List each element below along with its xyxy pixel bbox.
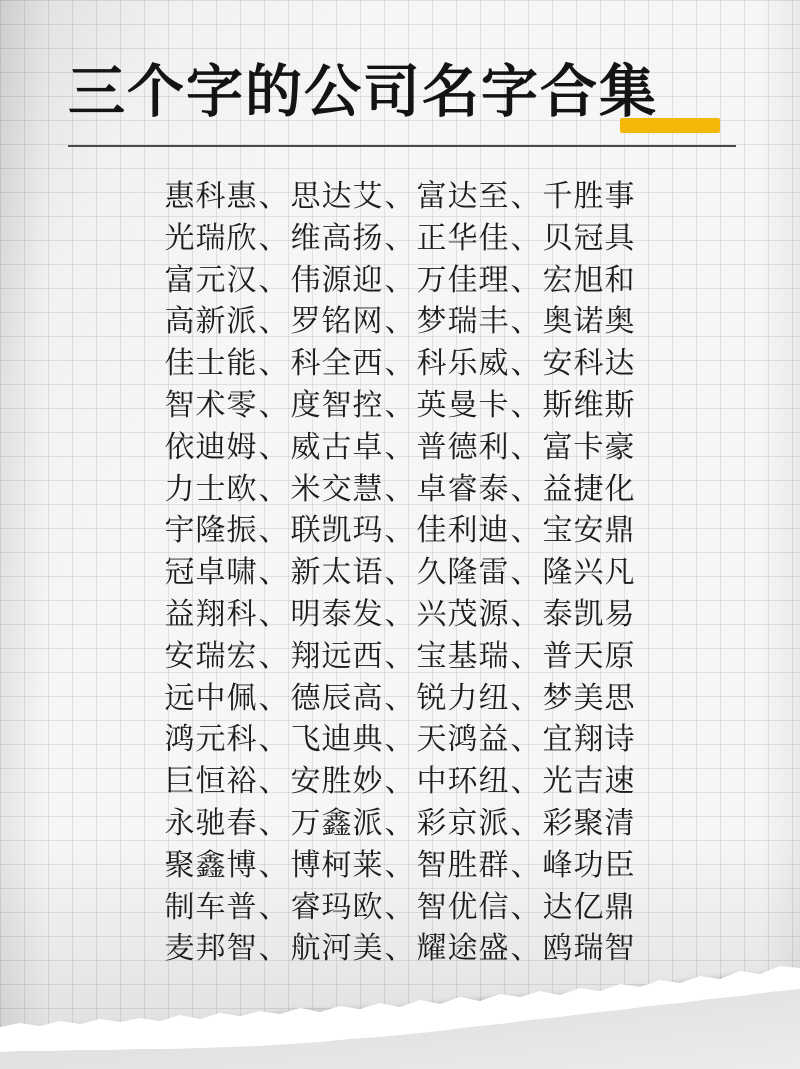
company-name: 泰凯易 xyxy=(542,597,636,631)
company-name: 宝安鼎 xyxy=(542,514,636,548)
name-row xyxy=(0,218,800,260)
enumeration-comma: 、 xyxy=(384,806,416,840)
enumeration-comma: 、 xyxy=(384,932,416,966)
enumeration-comma: 、 xyxy=(258,263,290,297)
enumeration-comma: 、 xyxy=(384,180,416,213)
name-row xyxy=(0,510,800,552)
enumeration-comma: 、 xyxy=(384,347,416,381)
enumeration-comma: 、 xyxy=(510,932,542,966)
company-name: 奥诺奥 xyxy=(542,305,636,339)
company-name: 益翔科 xyxy=(164,597,258,631)
company-name: 贝冠具 xyxy=(542,221,636,255)
company-name: 明泰发 xyxy=(290,597,384,631)
enumeration-comma: 、 xyxy=(258,890,290,924)
enumeration-comma: 、 xyxy=(258,765,290,799)
company-name: 千胜事 xyxy=(542,180,636,213)
name-row xyxy=(0,385,800,427)
name-row xyxy=(0,678,800,720)
enumeration-comma: 、 xyxy=(510,848,542,882)
enumeration-comma: 、 xyxy=(510,681,542,715)
company-name: 光瑞欣 xyxy=(164,221,258,255)
enumeration-comma: 、 xyxy=(384,681,416,715)
company-name: 罗铭网 xyxy=(290,305,384,339)
enumeration-comma: 、 xyxy=(258,723,290,757)
company-name: 梦瑞丰 xyxy=(416,305,510,339)
name-row xyxy=(0,803,800,845)
company-name: 德辰高 xyxy=(290,681,384,715)
company-name: 普天原 xyxy=(542,639,636,673)
enumeration-comma: 、 xyxy=(510,556,542,590)
name-row xyxy=(0,636,800,678)
company-name: 维高扬 xyxy=(290,221,384,255)
page-title: 三个字的公司名字合集 xyxy=(68,60,658,124)
company-name: 宜翔诗 xyxy=(542,723,636,757)
enumeration-comma: 、 xyxy=(258,472,290,506)
enumeration-comma: 、 xyxy=(258,681,290,715)
enumeration-comma: 、 xyxy=(384,263,416,297)
enumeration-comma: 、 xyxy=(258,388,290,422)
enumeration-comma: 、 xyxy=(384,388,416,422)
company-name: 远中佩 xyxy=(164,681,258,715)
enumeration-comma: 、 xyxy=(510,514,542,548)
company-name: 宇隆振 xyxy=(164,514,258,548)
company-name: 富卡豪 xyxy=(542,430,636,464)
enumeration-comma: 、 xyxy=(258,556,290,590)
company-name: 富达至 xyxy=(416,180,510,213)
enumeration-comma: 、 xyxy=(258,932,290,966)
name-row xyxy=(0,343,800,385)
company-name: 安科达 xyxy=(542,347,636,381)
enumeration-comma: 、 xyxy=(384,765,416,799)
company-name: 聚鑫博 xyxy=(164,848,258,882)
company-name: 耀途盛 xyxy=(416,932,510,966)
company-name: 达亿鼎 xyxy=(542,890,636,924)
enumeration-comma: 、 xyxy=(510,639,542,673)
enumeration-comma: 、 xyxy=(384,221,416,255)
company-name: 久隆雷 xyxy=(416,556,510,590)
company-name: 宝基瑞 xyxy=(416,639,510,673)
enumeration-comma: 、 xyxy=(510,806,542,840)
company-name: 航河美 xyxy=(290,932,384,966)
enumeration-comma: 、 xyxy=(258,848,290,882)
enumeration-comma: 、 xyxy=(258,806,290,840)
enumeration-comma: 、 xyxy=(384,472,416,506)
company-name: 智优信 xyxy=(416,890,510,924)
company-name: 斯维斯 xyxy=(542,388,636,422)
company-name: 万佳理 xyxy=(416,263,510,297)
enumeration-comma: 、 xyxy=(384,305,416,339)
company-name: 富元汉 xyxy=(164,263,258,297)
enumeration-comma: 、 xyxy=(384,890,416,924)
company-name: 新太语 xyxy=(290,556,384,590)
title-divider-line xyxy=(68,145,736,147)
company-name: 鸿元科 xyxy=(164,723,258,757)
company-name: 智胜群 xyxy=(416,848,510,882)
company-name: 梦美思 xyxy=(542,681,636,715)
enumeration-comma: 、 xyxy=(258,639,290,673)
company-name: 飞迪典 xyxy=(290,723,384,757)
company-name: 高新派 xyxy=(164,305,258,339)
name-row xyxy=(0,260,800,302)
name-row xyxy=(0,761,800,803)
company-name: 睿玛欧 xyxy=(290,890,384,924)
enumeration-comma: 、 xyxy=(258,305,290,339)
enumeration-comma: 、 xyxy=(510,180,542,213)
company-name: 翔远西 xyxy=(290,639,384,673)
company-name: 光吉速 xyxy=(542,765,636,799)
enumeration-comma: 、 xyxy=(384,723,416,757)
enumeration-comma: 、 xyxy=(510,597,542,631)
company-name: 惠科惠 xyxy=(164,180,258,213)
company-name: 益捷化 xyxy=(542,472,636,506)
company-name: 佳士能 xyxy=(164,347,258,381)
enumeration-comma: 、 xyxy=(384,597,416,631)
company-name: 博柯莱 xyxy=(290,848,384,882)
company-name: 隆兴凡 xyxy=(542,556,636,590)
company-name: 鸥瑞智 xyxy=(542,932,636,966)
enumeration-comma: 、 xyxy=(510,263,542,297)
enumeration-comma: 、 xyxy=(510,221,542,255)
company-name: 佳利迪 xyxy=(416,514,510,548)
company-name: 安瑞宏 xyxy=(164,639,258,673)
company-name: 巨恒裕 xyxy=(164,765,258,799)
torn-paper-edge xyxy=(0,949,800,1069)
company-name: 米交慧 xyxy=(290,472,384,506)
company-name: 卓睿泰 xyxy=(416,472,510,506)
enumeration-comma: 、 xyxy=(510,388,542,422)
name-row xyxy=(0,469,800,511)
enumeration-comma: 、 xyxy=(510,347,542,381)
company-name: 正华佳 xyxy=(416,221,510,255)
company-name: 智术零 xyxy=(164,388,258,422)
company-name: 威古卓 xyxy=(290,430,384,464)
company-name: 度智控 xyxy=(290,388,384,422)
company-name: 天鸿益 xyxy=(416,723,510,757)
company-name: 峰功臣 xyxy=(542,848,636,882)
company-name: 联凯玛 xyxy=(290,514,384,548)
company-name: 科乐威 xyxy=(416,347,510,381)
company-name: 伟源迎 xyxy=(290,263,384,297)
company-name: 依迪姆 xyxy=(164,430,258,464)
company-name: 力士欧 xyxy=(164,472,258,506)
company-name: 英曼卡 xyxy=(416,388,510,422)
enumeration-comma: 、 xyxy=(510,765,542,799)
enumeration-comma: 、 xyxy=(384,639,416,673)
enumeration-comma: 、 xyxy=(258,347,290,381)
name-row xyxy=(0,719,800,761)
company-name: 万鑫派 xyxy=(290,806,384,840)
enumeration-comma: 、 xyxy=(384,556,416,590)
enumeration-comma: 、 xyxy=(510,723,542,757)
name-row xyxy=(0,427,800,469)
company-name: 彩聚清 xyxy=(542,806,636,840)
company-name: 制车普 xyxy=(164,890,258,924)
enumeration-comma: 、 xyxy=(384,514,416,548)
company-name: 宏旭和 xyxy=(542,263,636,297)
company-name: 普德利 xyxy=(416,430,510,464)
name-row xyxy=(0,845,800,887)
name-row xyxy=(0,594,800,636)
company-name: 中环纽 xyxy=(416,765,510,799)
enumeration-comma: 、 xyxy=(258,597,290,631)
header xyxy=(68,60,748,126)
company-name: 锐力纽 xyxy=(416,681,510,715)
enumeration-comma: 、 xyxy=(384,430,416,464)
company-name: 永驰春 xyxy=(164,806,258,840)
name-row xyxy=(0,887,800,929)
company-name: 安胜妙 xyxy=(290,765,384,799)
company-name: 麦邦智 xyxy=(164,932,258,966)
enumeration-comma: 、 xyxy=(510,430,542,464)
enumeration-comma: 、 xyxy=(510,890,542,924)
enumeration-comma: 、 xyxy=(258,430,290,464)
name-row xyxy=(0,552,800,594)
enumeration-comma: 、 xyxy=(384,848,416,882)
company-name: 兴茂源 xyxy=(416,597,510,631)
enumeration-comma: 、 xyxy=(510,305,542,339)
company-name-list xyxy=(0,176,800,970)
enumeration-comma: 、 xyxy=(258,180,290,213)
enumeration-comma: 、 xyxy=(510,472,542,506)
company-name: 彩京派 xyxy=(416,806,510,840)
name-row xyxy=(0,176,800,218)
enumeration-comma: 、 xyxy=(258,514,290,548)
enumeration-comma: 、 xyxy=(258,221,290,255)
company-name: 冠卓啸 xyxy=(164,556,258,590)
company-name: 科全西 xyxy=(290,347,384,381)
company-name: 思达艾 xyxy=(290,180,384,213)
name-row xyxy=(0,301,800,343)
